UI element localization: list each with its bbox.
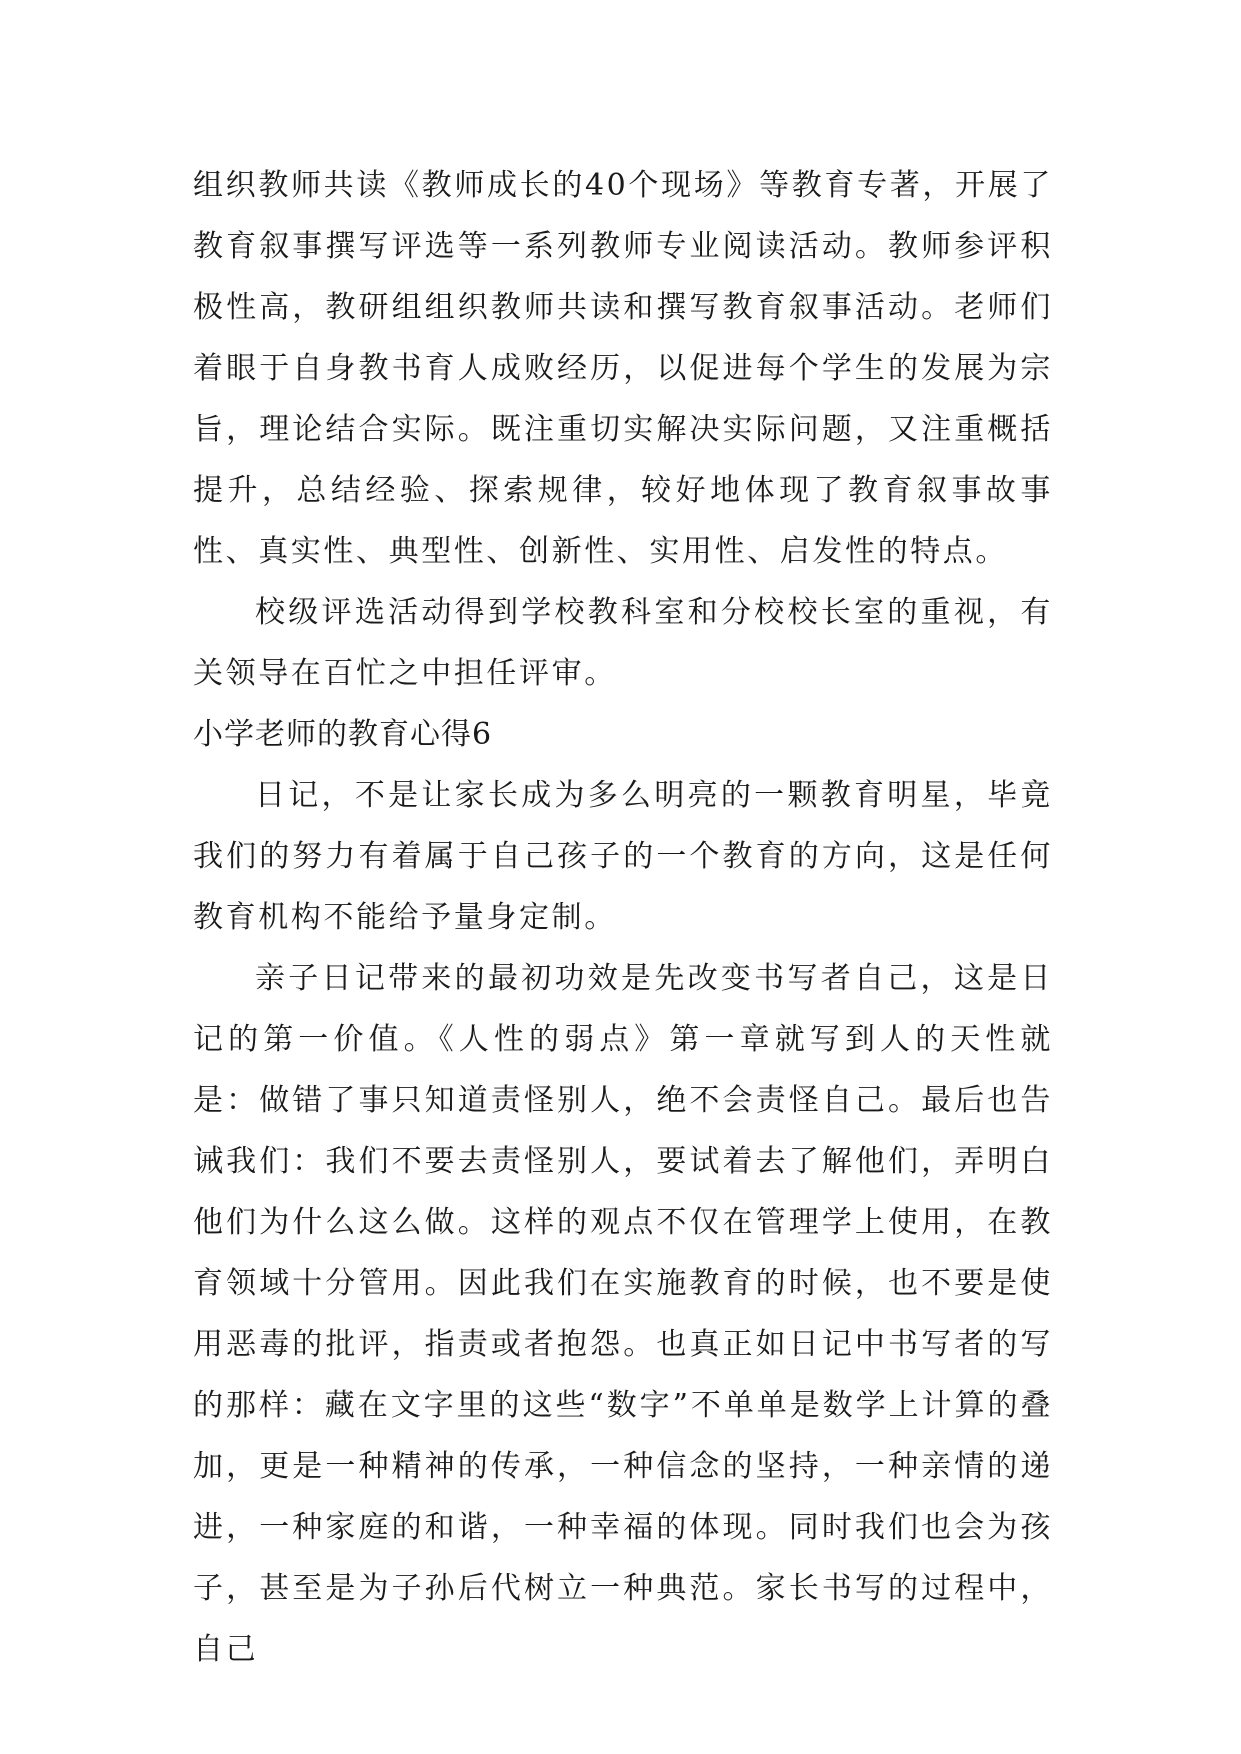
paragraph: 组织教师共读《教师成长的40个现场》等教育专著，开展了教育叙事撰写评选等一系列教师专业阅读活动。教师参评积极性高，教研组组织教师共读和撰写教育叙事活动。老师们着眼于自身教书育人成败经历，以促进每个学生的发展为宗旨，理论结合实际。既注重切实解决实际问题，又注重概括提升，总结经验、探索规律，较好地体现了教育叙事故事性、真实性、典型性、创新性、实用性、启发性的特点。 (193, 168, 1053, 569)
section-heading: 小学老师的教育心得6 (193, 717, 493, 752)
paragraph: 日记，不是让家长成为多么明亮的一颗教育明星，毕竟我们的努力有着属于自己孩子的一个教育的方向，这是任何教育机构不能给予量身定制。 (193, 778, 1053, 935)
document-body (193, 155, 1053, 1680)
paragraph: 亲子日记带来的最初功效是先改变书写者自己，这是日记的第一价值。《人性的弱点》第一章就写到人的天性就是：做错了事只知道责怪别人，绝不会责怪自己。最后也告诫我们：我们不要去责怪别人，要试着去了解他们，弄明白他们为什么这么做。这样的观点不仅在管理学上使用，在教育领域十分管用。因此我们在实施教育的时候，也不要是使用恶毒的批评，指责或者抱怨。也真正如日记中书写者的写的那样：藏在文字里的这些“数字”不单单是数学上计算的叠加，更是一种精神的传承，一种信念的坚持，一种亲情的递进，一种家庭的和谐，一种幸福的体现。同时我们也会为孩子，甚至是为子孙后代树立一种典范。家长书写的过程中，自己 (193, 961, 1053, 1667)
paragraph: 校级评选活动得到学校教科室和分校校长室的重视，有关领导在百忙之中担任评审。 (193, 595, 1053, 691)
